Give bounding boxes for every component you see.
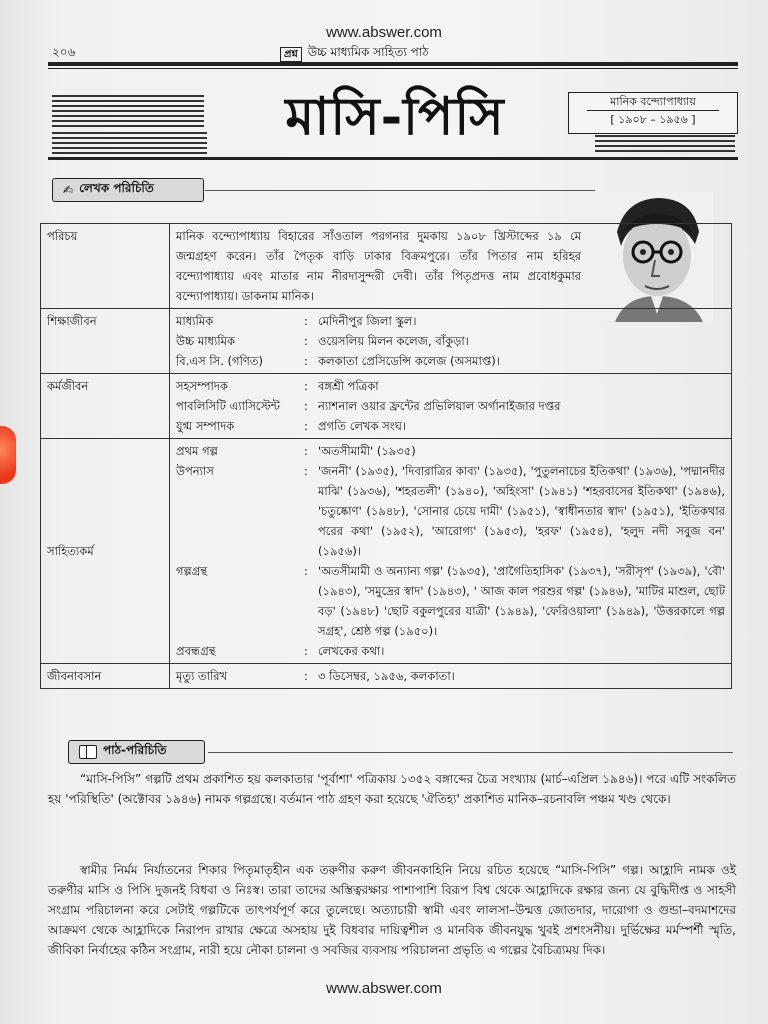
item-key: মৃত্যু তারিখ <box>176 669 228 683</box>
row-label: কর্মজীবন <box>41 374 170 439</box>
book-icon <box>79 745 97 759</box>
chapter-title: মাসি-পিসি <box>285 86 505 147</box>
section-text-intro <box>68 740 205 764</box>
item-value: ন্যাশনাল ওয়ার ফ্রন্টের প্রভিলিয়াল অর্গানাইজার দপ্তর <box>318 399 561 413</box>
author-name: মানিক বন্দ্যোপাধ্যায় <box>610 95 696 108</box>
item-key: মাধ্যমিক <box>176 314 214 328</box>
item-value: কলকাতা প্রেসিডেন্সি কলেজ (অসমাপ্ত)। <box>318 354 500 368</box>
table-row <box>41 439 732 664</box>
row-label: পরিচয় <box>41 224 170 309</box>
list-item <box>176 311 725 331</box>
pen-icon: ✍ <box>63 183 74 197</box>
intro-text: মানিক বন্দ্যোপাধ্যায় বিহারের সাঁওতাল পরগনার দুমকায় ১৯০৮ খ্রিস্টাব্দের ১৯ মে জন্মগ্রহণ করেন। তাঁর পৈতৃক বাড়ি ঢাকার বিক্রমপুরে। তাঁর পিতার নাম হরিহর বন্দ্যোপাধ্যায় এবং মাতার নাম নীরদাসুন্দরী দেবী। তাঁর পিতৃপ্রদত্ত নাম প্রবোধকুমার বন্দ্যোপাধ্যায়। ডাকনাম মানিক। <box>170 224 732 309</box>
list-item <box>176 561 725 641</box>
row-label: শিক্ষাজীবন <box>41 309 170 374</box>
item-value: লেখকের কথা। <box>318 644 385 658</box>
colon: : <box>304 379 308 393</box>
row-content <box>170 664 732 689</box>
item-value: 'জননী' (১৯৩৫), 'দিবারাত্রির কাব্য' (১৯৩৫), 'পুতুলনাচের ইতিকথা' (১৯৩৬), 'পদ্মানদীর মাঝি' (১৯৩৬), 'শহরতলী' (১৯৪০), 'অহিংসা' (১৯৪১) 'শহরবাসের ইতিকথা' (১৯৪৬), 'চতুষ্কোণ' (১৯৪৮), 'সোনার চেয়ে দামী' (১৯৫১), 'স্বাধীনতার স্বাদ' (১৯৫১), 'ইতিকথার পরের কথা' (১৯৫২), 'আরোগ্য' (১৯৫৩), 'হরফ' (১৯৫৪), 'হলুদ নদী সবুজ বন' (১৯৫৬)। <box>318 464 725 558</box>
paragraph: স্বামীর নির্মম নির্যাতনের শিকার পিতৃমাতৃহীন এক তরুণীর করুণ জীবনকাহিনি নিয়ে রচিত হয়েছে “মাসি-পিসি” গল্প। আহ্লাদি নামক ওই তরুণীর মাসি ও পিসি দুজনই বিধবা ও নিঃস্ব। তারা তাদের অস্তিত্বরক্ষার পাশাপাশি বিরূপ বিশ্ব থেকে আহ্লাদিকে রক্ষার জন্য যে বুদ্ধিদীপ্ত ও সাহসী সংগ্রাম পরিচালনা করে সেটাই গল্পটিকে তাৎপর্যপূর্ণ করে তুলেছে। অত্যাচারী স্বামী এবং লালসা–উন্মত্ত জোতদার, দারোগা ও গুন্ডা–বদমাশদের আক্রমণ থেকে আহ্লাদিকে নিরাপদ রাখার ক্ষেত্রে অসহায় দুই বিধবার দায়িত্বশীল ও মানবিক জীবনযুদ্ধ খুবই প্রশংসনীয়। দুর্ভিক্ষের মর্মস্পর্শী স্মৃতি, জীবিকা নির্বাহের কঠিন সংগ্রাম, নারী হয়ে নৌকা চালনা ও সবজির ব্যবসায় পরিচালনা প্রভৃতি এ গল্পের বৈচিত্র্যময় দিক। <box>48 863 736 957</box>
colon: : <box>304 644 308 658</box>
table-row <box>41 664 732 689</box>
item-key: গল্পগ্রন্থ <box>176 564 208 578</box>
publisher-logo: প্রশ্ন <box>280 47 302 62</box>
colon: : <box>304 314 308 328</box>
section-text-intro-label: পাঠ-পরিচিতি <box>103 743 167 757</box>
list-item <box>176 331 725 351</box>
list-item <box>176 461 725 561</box>
table-row <box>41 224 732 309</box>
colon: : <box>304 419 308 433</box>
item-key: প্রথম গল্প <box>176 444 218 458</box>
item-value: মেদিনীপুর জিলা স্কুল। <box>318 314 417 328</box>
book-title: উচ্চ মাধ্যমিক সাহিত্য পাঠ <box>307 45 429 59</box>
colon: : <box>304 354 308 368</box>
item-value: 'অতসীমামী ও অন্যান্য গল্প' (১৯৩৫), 'প্রাগৈতিহাসিক' (১৯৩৭), 'সরীসৃপ' (১৯৩৯), 'বৌ' (১৯৪৩), 'সমুদ্রের স্বাদ' (১৯৪৩), ' আজ কাল পরশুর গল্প' (১৯৪৬), 'মাটির মাশুল, ছোট বড়' (১৯৪৮) 'ছোট বকুলপুরের যাত্রী' (১৯৪৯), 'ফেরিওয়ালা' (১৯৪৯), 'উত্তরকালে গল্প সগ্রহ', শ্রেষ্ঠ গল্প (১৯৫০)। <box>318 564 725 638</box>
page-number: ২০৬ <box>52 45 76 59</box>
decorative-stripes-left <box>52 95 204 129</box>
section-author-intro <box>52 178 204 202</box>
section-rule <box>208 752 733 753</box>
colon: : <box>304 399 308 413</box>
watermark-bottom: www.abswer.com <box>326 980 442 997</box>
item-value: প্রগতি লেখক সংঘ। <box>318 419 406 433</box>
author-box <box>568 92 738 134</box>
item-key: যুগ্ম সম্পাদক <box>176 419 235 433</box>
row-label: সাহিত্যকর্ম <box>41 439 170 664</box>
section-author-intro-label: লেখক পরিচিতি <box>79 181 154 195</box>
colon: : <box>304 334 308 348</box>
table-row <box>41 374 732 439</box>
title-rule <box>48 157 738 160</box>
row-content <box>170 374 732 439</box>
decorative-stripes-left-lower <box>52 132 207 154</box>
item-key: উপন্যাস <box>176 464 214 478</box>
colon: : <box>304 444 308 458</box>
list-item <box>176 376 725 396</box>
list-item <box>176 416 725 436</box>
page-tab-marker <box>0 426 16 484</box>
row-content <box>170 439 732 664</box>
list-item <box>176 666 725 686</box>
item-value: ৩ ডিসেম্বর, ১৯৫৬, কলকাতা। <box>318 669 455 683</box>
item-value: 'অতসীমামী' (১৯৩৫) <box>318 444 416 458</box>
table-row <box>41 309 732 374</box>
list-item <box>176 396 725 416</box>
row-content <box>170 309 732 374</box>
item-key: উচ্চ মাধ্যমিক <box>176 334 236 348</box>
watermark-top: www.abswer.com <box>326 24 442 41</box>
header-rule <box>48 62 738 66</box>
running-header <box>280 44 429 64</box>
colon: : <box>304 669 308 683</box>
item-value: বঙ্গশ্রী পত্রিকা <box>318 379 379 393</box>
colon: : <box>304 464 308 478</box>
item-key: বি.এস সি. (গণিত) <box>176 354 263 368</box>
author-info-table <box>40 223 732 689</box>
item-key: সহসম্পাদক <box>176 379 228 393</box>
author-years: [ ১৯০৮ – ১৯৫৬ ] <box>587 110 719 128</box>
item-key: প্রবন্ধগ্রন্থ <box>176 644 216 658</box>
item-key: পাবলিসিটি এ্যাসিস্টেন্ট <box>176 399 280 413</box>
list-item <box>176 351 725 371</box>
list-item <box>176 441 725 461</box>
list-item <box>176 641 725 661</box>
header-rule-thin <box>48 68 738 69</box>
colon: : <box>304 564 308 578</box>
row-label: জীবনাবসান <box>41 664 170 689</box>
paragraph: “মাসি-পিসি” গল্পটি প্রথম প্রকাশিত হয় কলকাতার 'পূর্বাশা' পত্রিকায় ১৩৫২ বঙ্গাব্দের চৈত্র সংখ্যায় (মার্চ–এপ্রিল ১৯৪৬)। পরে এটি সংকলিত হয় 'পরিস্থিতি' (অক্টোবর ১৯৪৬) নামক গল্পগ্রন্থে। বর্তমান পাঠ গ্রহণ করা হয়েছে 'ঐতিহ্য' প্রকাশিত মানিক–রচনাবলি পঞ্চম খণ্ড থেকে। <box>48 772 736 806</box>
section-rule <box>205 190 595 191</box>
item-value: ওয়েসলিয় মিলন কলেজ, বাঁকুড়া। <box>318 334 469 348</box>
